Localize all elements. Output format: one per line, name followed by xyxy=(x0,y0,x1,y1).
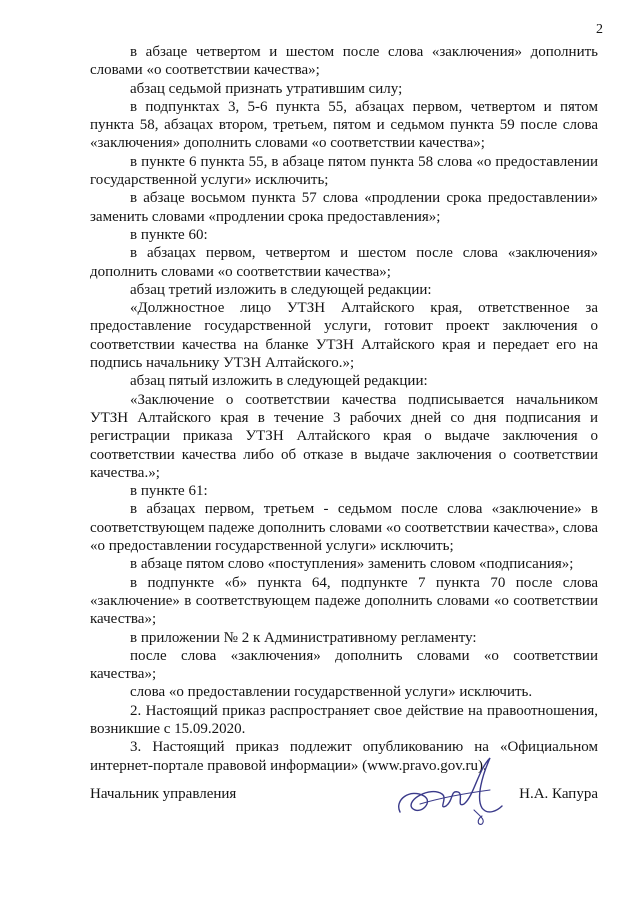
paragraph: в абзацах первом, четвертом и шестом после слова «заключения» дополнить словами «о соответствии качества»; xyxy=(90,245,598,280)
paragraph: в подпункте «б» пункта 64, подпункте 7 пункта 70 после слова «заключение» в соответствующем падеже дополнить словами «о соответствии качества»; xyxy=(90,574,598,628)
document-body xyxy=(90,43,598,775)
signature-block xyxy=(90,780,598,850)
paragraph: в абзаце четвертом и шестом после слова «заключения» дополнить словами «о соответствии качества»; xyxy=(90,44,598,79)
paragraph: после слова «заключения» дополнить словами «о соответствии качества»; xyxy=(90,647,598,683)
paragraph: абзац третий изложить в следующей редакции: xyxy=(130,281,432,298)
paragraph: абзац седьмой признать утратившим силу; xyxy=(130,80,403,97)
signatory-name: Н.А. Капура xyxy=(519,786,598,802)
paragraph: в пункте 60: xyxy=(130,226,208,243)
handwritten-signature xyxy=(390,750,510,830)
paragraph: «Должностное лицо УТЗН Алтайского края, ответственное за предоставление государственной услуги, готовит проект заключения о соответствии качества на бланке УТЗН Алтайского края и передает его на подпись начальнику УТЗН Алтайского.»; xyxy=(90,300,598,372)
paragraph: «Заключение о соответствии качества подписывается начальником УТЗН Алтайского края в течение 3 рабочих дней со дня подписания и регистрации приказа УТЗН Алтайского края о выдаче заключения о соответствии качества либо об отказе в выдаче заключения о соответствии качества.»; xyxy=(90,391,598,481)
paragraph: в подпунктах 3, 5-6 пункта 55, абзацах первом, четвертом и пятом пункта 58, абзацах втором, третьем, пятом и седьмом пункта 59 после слова «заключения» дополнить словами «о соответствии качества»; xyxy=(90,98,598,152)
signatory-position: Начальник управления xyxy=(90,786,237,802)
paragraph: 2. Настоящий приказ распространяет свое действие на правоотношения, возникшие с 15.09.2020. xyxy=(90,702,598,737)
paragraph: в абзацах первом, третьем - седьмом после слова «заключение» в соответствующем падеже дополнить словами «о соответствии качества», слова «о предоставлении государственной услуги» исключить; xyxy=(90,501,598,555)
paragraph: 3. Настоящий приказ подлежит опубликованию на «Официальном интернет-портале правовой информации» (www.pravo.gov.ru). xyxy=(90,739,598,774)
paragraph: слова «о предоставлении государственной услуги» исключить. xyxy=(130,684,533,701)
paragraph: в пункте 6 пункта 55, в абзаце пятом пункта 58 слова «о предоставлении государственной услуги» исключить; xyxy=(90,153,598,189)
paragraph: абзац пятый изложить в следующей редакции: xyxy=(130,373,428,390)
paragraph: в абзаце восьмом пункта 57 слова «продлении срока предоставлении» заменить словами «продлении срока предоставления»; xyxy=(90,190,598,225)
paragraph: в абзаце пятом слово «поступления» заменить словом «подписания»; xyxy=(130,556,574,573)
paragraph: в приложении № 2 к Административному регламенту: xyxy=(130,629,477,646)
paragraph: в пункте 61: xyxy=(130,483,208,500)
page-number: 2 xyxy=(596,22,603,37)
